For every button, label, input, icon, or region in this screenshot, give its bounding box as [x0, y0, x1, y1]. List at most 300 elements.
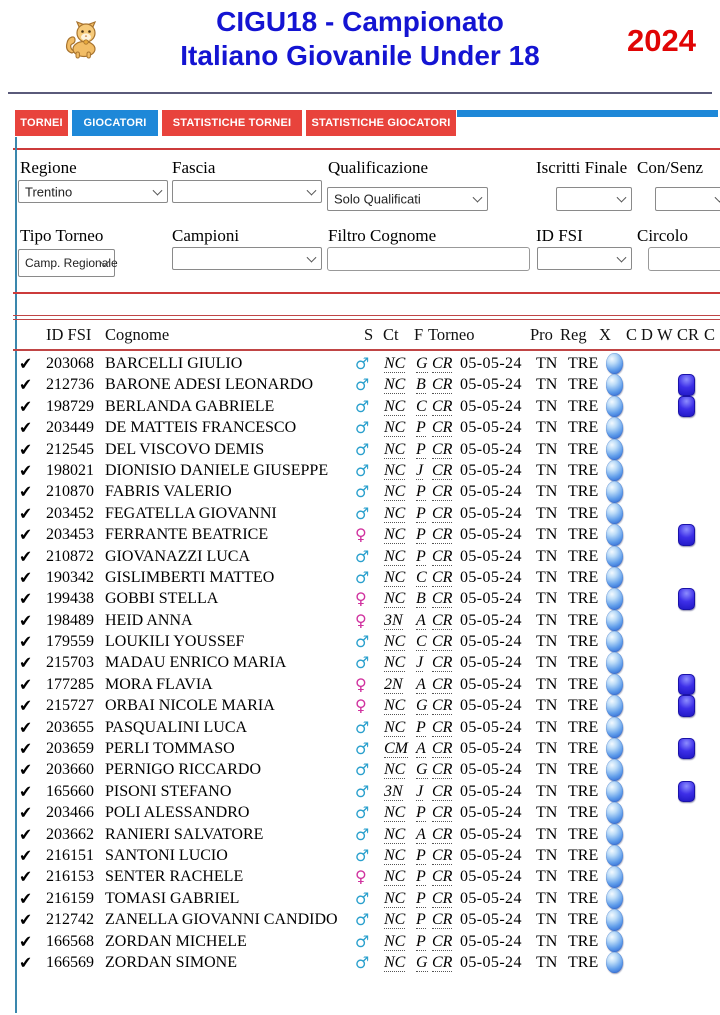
- torneo-type-link[interactable]: CR: [432, 568, 453, 586]
- torneo-type-link[interactable]: CR: [432, 675, 453, 693]
- tipo-torneo-select-value: Camp. Regionale: [25, 256, 118, 270]
- table-row: [0, 588, 720, 609]
- col-w: W: [657, 325, 673, 344]
- torneo-type-link[interactable]: CR: [432, 590, 453, 608]
- band-link[interactable]: P: [416, 504, 426, 522]
- check-icon: ✔: [18, 396, 34, 417]
- category-link[interactable]: NC: [384, 461, 406, 479]
- regione-code: TRE: [568, 568, 599, 586]
- provincia: TN: [536, 718, 558, 736]
- campioni-select[interactable]: [172, 247, 322, 270]
- blue-ball-icon[interactable]: [606, 374, 623, 395]
- con-senz-label: Con/Senz: [637, 158, 704, 177]
- torneo-date: 05-05-24: [460, 782, 522, 800]
- category-link[interactable]: 3N: [384, 611, 403, 629]
- regione-code: TRE: [568, 440, 599, 458]
- blue-ball-icon[interactable]: [606, 460, 623, 481]
- chevron-down-icon: [307, 185, 317, 195]
- player-name: PISONI STEFANO: [105, 782, 232, 800]
- torneo-type-link[interactable]: CR: [432, 611, 453, 629]
- table-row: [0, 931, 720, 952]
- band-link[interactable]: G: [416, 761, 428, 779]
- torneo-date: 05-05-24: [460, 654, 522, 672]
- category-link[interactable]: NC: [384, 547, 406, 565]
- regione-code: TRE: [568, 804, 599, 822]
- torneo-date: 05-05-24: [460, 397, 522, 415]
- check-icon: ✔: [18, 503, 34, 524]
- sex-icon: ♂: [355, 396, 370, 416]
- band-link[interactable]: P: [416, 526, 426, 544]
- blue-ball-icon[interactable]: [606, 717, 623, 738]
- torneo-type-link[interactable]: CR: [432, 782, 453, 800]
- table-row: [0, 546, 720, 567]
- blue-ball-icon[interactable]: [606, 759, 623, 780]
- regione-code: TRE: [568, 740, 599, 758]
- category-link[interactable]: NC: [384, 761, 406, 779]
- player-name: TOMASI GABRIEL: [105, 889, 240, 907]
- torneo-type-link[interactable]: CR: [432, 761, 453, 779]
- torneo-date: 05-05-24: [460, 419, 522, 437]
- check-icon: ✔: [18, 674, 34, 695]
- category-link[interactable]: CM: [384, 740, 408, 758]
- check-icon: ✔: [18, 567, 34, 588]
- sex-icon: ♂: [355, 760, 370, 780]
- provincia: TN: [536, 761, 558, 779]
- band-link[interactable]: A: [416, 740, 426, 758]
- provincia: TN: [536, 675, 558, 693]
- torneo-type-link[interactable]: CR: [432, 355, 453, 372]
- regione-code: TRE: [568, 526, 599, 544]
- category-link[interactable]: 3N: [384, 782, 403, 800]
- tab-tornei[interactable]: TORNEI: [15, 110, 68, 136]
- blue-square-icon[interactable]: [678, 524, 695, 545]
- provincia: TN: [536, 419, 558, 437]
- table-row: [0, 845, 720, 866]
- blue-ball-icon[interactable]: [606, 866, 623, 887]
- torneo-date: 05-05-24: [460, 568, 522, 586]
- player-id: 198729: [46, 397, 94, 415]
- player-id: 203449: [46, 419, 94, 437]
- player-id: 210870: [46, 483, 94, 501]
- col-cognome: Cognome: [105, 325, 170, 344]
- provincia: TN: [536, 440, 558, 458]
- blue-square-icon[interactable]: [678, 781, 695, 802]
- table-row: [0, 610, 720, 631]
- torneo-date: 05-05-24: [460, 868, 522, 886]
- blue-ball-icon[interactable]: [606, 567, 623, 588]
- player-id: 203466: [46, 804, 94, 822]
- provincia: TN: [536, 376, 558, 394]
- regione-code: TRE: [568, 782, 599, 800]
- player-name: ZANELLA GIOVANNI CANDIDO: [105, 911, 338, 929]
- blue-ball-icon[interactable]: [606, 524, 623, 545]
- table-row: [0, 396, 720, 417]
- player-id: 203452: [46, 504, 94, 522]
- band-link[interactable]: P: [416, 419, 426, 437]
- provincia: TN: [536, 633, 558, 651]
- col-s: S: [364, 325, 374, 344]
- campioni-label: Campioni: [172, 226, 240, 245]
- col-reg: Reg: [560, 325, 587, 344]
- provincia: TN: [536, 953, 558, 971]
- torneo-type-link[interactable]: CR: [432, 846, 453, 864]
- torneo-type-link[interactable]: CR: [432, 911, 453, 929]
- chevron-down-icon: [617, 252, 627, 262]
- category-link[interactable]: NC: [384, 718, 406, 736]
- player-id: 203662: [46, 825, 94, 843]
- band-link[interactable]: G: [416, 697, 428, 715]
- player-name: SANTONI LUCIO: [105, 846, 228, 864]
- blue-square-icon[interactable]: [678, 396, 695, 417]
- id-fsi-select[interactable]: [537, 247, 632, 270]
- blue-ball-icon[interactable]: [606, 674, 623, 695]
- torneo-date: 05-05-24: [460, 953, 522, 971]
- check-icon: ✔: [18, 888, 34, 909]
- blue-square-icon[interactable]: [678, 674, 695, 695]
- band-link[interactable]: P: [416, 889, 426, 907]
- torneo-type-link[interactable]: CR: [432, 804, 453, 822]
- con-senz-select[interactable]: [655, 187, 720, 211]
- regione-code: TRE: [568, 825, 599, 843]
- sex-icon: ♂: [355, 910, 370, 930]
- torneo-type-link[interactable]: CR: [432, 633, 453, 651]
- provincia: TN: [536, 697, 558, 715]
- regione-code: TRE: [568, 718, 599, 736]
- page-title-line1: CIGU18 - Campionato: [216, 6, 504, 37]
- blue-ball-icon[interactable]: [606, 931, 623, 952]
- torneo-date: 05-05-24: [460, 846, 522, 864]
- player-name: ZORDAN SIMONE: [105, 953, 237, 971]
- player-name: PERLI TOMMASO: [105, 740, 235, 758]
- col-torneo: Torneo: [428, 325, 475, 344]
- table-rows: [0, 353, 720, 973]
- tabs-divider: [13, 148, 720, 150]
- player-name: LOUKILI YOUSSEF: [105, 633, 245, 651]
- category-link[interactable]: NC: [384, 846, 406, 864]
- player-id: 216151: [46, 846, 94, 864]
- regione-code: TRE: [568, 889, 599, 907]
- check-icon: ✔: [18, 417, 34, 438]
- provincia: TN: [536, 654, 558, 672]
- col-cr: CR: [677, 325, 700, 344]
- band-link[interactable]: P: [416, 718, 426, 736]
- sex-icon: ♂: [355, 546, 370, 566]
- torneo-date: 05-05-24: [460, 932, 522, 950]
- regione-code: TRE: [568, 868, 599, 886]
- torneo-type-link[interactable]: CR: [432, 483, 453, 501]
- provincia: TN: [536, 740, 558, 758]
- player-id: 203655: [46, 718, 94, 736]
- provincia: TN: [536, 355, 558, 372]
- sex-icon: ♂: [355, 439, 370, 459]
- chevron-down-icon: [715, 193, 720, 203]
- player-id: 198021: [46, 461, 94, 479]
- blue-ball-icon[interactable]: [606, 652, 623, 673]
- blue-ball-icon[interactable]: [606, 802, 623, 823]
- sex-icon: ♀: [355, 696, 367, 716]
- blue-ball-icon[interactable]: [606, 503, 623, 524]
- check-icon: ✔: [18, 546, 34, 566]
- blue-ball-icon[interactable]: [606, 952, 623, 973]
- check-icon: ✔: [18, 845, 34, 866]
- band-link[interactable]: B: [416, 590, 426, 608]
- blue-square-icon[interactable]: [678, 374, 695, 395]
- torneo-date: 05-05-24: [460, 761, 522, 779]
- provincia: TN: [536, 504, 558, 522]
- blue-square-icon[interactable]: [678, 738, 695, 759]
- regione-code: TRE: [568, 697, 599, 715]
- blue-ball-icon[interactable]: [606, 631, 623, 652]
- provincia: TN: [536, 846, 558, 864]
- band-link[interactable]: C: [416, 633, 427, 651]
- check-icon: ✔: [18, 588, 34, 609]
- filtro-cognome-input[interactable]: [327, 247, 530, 271]
- table-row: [0, 824, 720, 845]
- band-link[interactable]: C: [416, 568, 427, 586]
- table-row: [0, 695, 720, 716]
- col-id-fsi: ID FSI: [46, 325, 92, 344]
- sex-icon: ♀: [355, 867, 367, 887]
- provincia: TN: [536, 804, 558, 822]
- torneo-type-link[interactable]: CR: [432, 825, 453, 843]
- provincia: TN: [536, 889, 558, 907]
- col-ct: Ct: [383, 325, 399, 344]
- torneo-type-link[interactable]: CR: [432, 718, 453, 736]
- category-link[interactable]: NC: [384, 825, 406, 843]
- player-id: 212736: [46, 376, 94, 394]
- sex-icon: ♀: [355, 674, 367, 694]
- player-id: 198489: [46, 611, 94, 629]
- torneo-type-link[interactable]: CR: [432, 419, 453, 437]
- torneo-type-link[interactable]: CR: [432, 697, 453, 715]
- check-icon: ✔: [18, 524, 34, 545]
- chevron-down-icon: [153, 185, 163, 195]
- torneo-date: 05-05-24: [460, 461, 522, 479]
- player-name: GISLIMBERTI MATTEO: [105, 568, 275, 586]
- tipo-torneo-label: Tipo Torneo: [20, 226, 104, 245]
- torneo-type-link[interactable]: CR: [432, 654, 453, 672]
- sex-icon: ♀: [355, 525, 367, 545]
- table-row: [0, 909, 720, 930]
- iscritti-finale-select[interactable]: [556, 187, 632, 211]
- blue-ball-icon[interactable]: [606, 417, 623, 438]
- band-link[interactable]: P: [416, 483, 426, 501]
- category-link[interactable]: NC: [384, 419, 406, 437]
- qualificazione-label: Qualificazione: [328, 158, 429, 177]
- category-link[interactable]: NC: [384, 590, 406, 608]
- torneo-date: 05-05-24: [460, 440, 522, 458]
- table-row: [0, 717, 720, 738]
- tipo-torneo-select[interactable]: [18, 249, 118, 277]
- table-row: [0, 738, 720, 759]
- check-icon: ✔: [18, 738, 34, 759]
- page-title-line2: Italiano Giovanile Under 18: [180, 40, 540, 71]
- check-icon: ✔: [18, 439, 34, 460]
- regione-code: TRE: [568, 633, 599, 651]
- regione-code: TRE: [568, 504, 599, 522]
- category-link[interactable]: NC: [384, 654, 406, 672]
- regione-code: TRE: [568, 675, 599, 693]
- category-link[interactable]: NC: [384, 953, 406, 971]
- torneo-type-link[interactable]: CR: [432, 526, 453, 544]
- blue-ball-icon[interactable]: [606, 888, 623, 909]
- torneo-type-link[interactable]: CR: [432, 397, 453, 415]
- player-name: ORBAI NICOLE MARIA: [105, 697, 275, 715]
- col-c: C: [626, 325, 638, 344]
- torneo-type-link[interactable]: CR: [432, 376, 453, 394]
- torneo-type-link[interactable]: CR: [432, 504, 453, 522]
- col-pro: Pro: [530, 325, 553, 344]
- player-id: 203659: [46, 740, 94, 758]
- player-name: BARONE ADESI LEONARDO: [105, 376, 313, 394]
- band-link[interactable]: P: [416, 547, 426, 565]
- regione-code: TRE: [568, 911, 599, 929]
- player-id: 177285: [46, 675, 94, 693]
- check-icon: ✔: [18, 460, 34, 481]
- category-link[interactable]: NC: [384, 932, 406, 950]
- blue-ball-icon[interactable]: [606, 781, 623, 802]
- category-link[interactable]: NC: [384, 889, 406, 907]
- regione-code: TRE: [568, 846, 599, 864]
- player-name: PERNIGO RICCARDO: [105, 761, 262, 779]
- blue-ball-icon[interactable]: [606, 824, 623, 845]
- sex-icon: ♂: [355, 482, 370, 502]
- blue-ball-icon[interactable]: [606, 546, 623, 567]
- regione-code: TRE: [568, 611, 599, 629]
- sex-icon: ♂: [355, 653, 370, 673]
- torneo-type-link[interactable]: CR: [432, 868, 453, 886]
- sex-icon: ♂: [355, 717, 370, 737]
- tab-statistiche-tornei[interactable]: STATISTICHE TORNEI: [162, 110, 302, 136]
- torneo-type-link[interactable]: CR: [432, 932, 453, 950]
- player-name: POLI ALESSANDRO: [105, 804, 250, 822]
- category-link[interactable]: NC: [384, 376, 406, 394]
- category-link[interactable]: NC: [384, 868, 406, 886]
- table-row: [0, 759, 720, 780]
- blue-ball-icon[interactable]: [606, 909, 623, 930]
- circolo-label: Circolo: [637, 226, 688, 245]
- player-name: PASQUALINI LUCA: [105, 718, 248, 736]
- check-icon: ✔: [18, 909, 34, 930]
- qualificazione-select[interactable]: [327, 187, 488, 211]
- category-link[interactable]: NC: [384, 355, 406, 372]
- band-link[interactable]: C: [416, 397, 427, 415]
- player-id: 166568: [46, 932, 94, 950]
- provincia: TN: [536, 932, 558, 950]
- blue-ball-icon[interactable]: [606, 439, 623, 460]
- check-icon: ✔: [18, 610, 34, 631]
- torneo-type-link[interactable]: CR: [432, 461, 453, 479]
- player-name: GOBBI STELLA: [105, 590, 219, 608]
- band-link[interactable]: J: [416, 461, 424, 479]
- header-divider: [8, 92, 712, 94]
- blue-square-icon[interactable]: [678, 588, 695, 609]
- blue-square-icon[interactable]: [678, 695, 695, 716]
- torneo-type-link[interactable]: CR: [432, 547, 453, 565]
- category-link[interactable]: NC: [384, 526, 406, 544]
- torneo-type-link[interactable]: CR: [432, 953, 453, 971]
- category-link[interactable]: NC: [384, 568, 406, 586]
- band-link[interactable]: P: [416, 911, 426, 929]
- table-row: [0, 674, 720, 695]
- category-link[interactable]: NC: [384, 633, 406, 651]
- category-link[interactable]: NC: [384, 440, 406, 458]
- table-row: [0, 866, 720, 887]
- blue-ball-icon[interactable]: [606, 353, 623, 374]
- band-link[interactable]: P: [416, 440, 426, 458]
- check-icon: ✔: [18, 759, 34, 780]
- circolo-input[interactable]: [648, 247, 720, 271]
- player-name: ZORDAN MICHELE: [105, 932, 247, 950]
- band-link[interactable]: A: [416, 611, 426, 629]
- check-icon: ✔: [18, 781, 34, 802]
- band-link[interactable]: P: [416, 868, 426, 886]
- sex-icon: ♂: [355, 803, 370, 823]
- torneo-type-link[interactable]: CR: [432, 740, 453, 758]
- torneo-date: 05-05-24: [460, 376, 522, 394]
- band-link[interactable]: P: [416, 804, 426, 822]
- blue-ball-icon[interactable]: [606, 396, 623, 417]
- blue-ball-icon[interactable]: [606, 695, 623, 716]
- sex-icon: ♀: [355, 610, 367, 630]
- torneo-type-link[interactable]: CR: [432, 889, 453, 907]
- band-link[interactable]: G: [416, 355, 428, 372]
- table-row: [0, 439, 720, 460]
- band-link[interactable]: J: [416, 782, 424, 800]
- category-link[interactable]: NC: [384, 911, 406, 929]
- filtro-cognome-label: Filtro Cognome: [328, 226, 437, 245]
- band-link[interactable]: P: [416, 846, 426, 864]
- band-link[interactable]: B: [416, 376, 426, 394]
- category-link[interactable]: NC: [384, 397, 406, 415]
- page-title: [120, 5, 600, 73]
- tab-giocatori[interactable]: GIOCATORI: [72, 110, 158, 136]
- regione-code: TRE: [568, 355, 599, 372]
- year-badge: 2024: [627, 23, 696, 58]
- blue-ball-icon[interactable]: [606, 845, 623, 866]
- regione-select[interactable]: [18, 180, 168, 203]
- band-link[interactable]: A: [416, 675, 426, 693]
- table-top-line2: [13, 319, 720, 320]
- player-name: BERLANDA GABRIELE: [105, 397, 275, 415]
- category-link[interactable]: NC: [384, 697, 406, 715]
- band-link[interactable]: J: [416, 654, 424, 672]
- band-link[interactable]: P: [416, 932, 426, 950]
- player-name: SENTER RACHELE: [105, 868, 244, 886]
- blue-ball-icon[interactable]: [606, 588, 623, 609]
- player-id: 165660: [46, 782, 94, 800]
- regione-code: TRE: [568, 376, 599, 394]
- blue-ball-icon[interactable]: [606, 481, 623, 502]
- blue-ball-icon[interactable]: [606, 610, 623, 631]
- category-link[interactable]: 2N: [384, 675, 403, 693]
- regione-code: TRE: [568, 590, 599, 608]
- torneo-type-link[interactable]: CR: [432, 440, 453, 458]
- band-link[interactable]: G: [416, 953, 428, 971]
- fascia-select[interactable]: [172, 180, 322, 203]
- tab-statistiche-giocatori[interactable]: STATISTICHE GIOCATORI: [306, 110, 456, 136]
- torneo-date: 05-05-24: [460, 633, 522, 651]
- player-name: RANIERI SALVATORE: [105, 825, 264, 843]
- blue-ball-icon[interactable]: [606, 738, 623, 759]
- band-link[interactable]: A: [416, 825, 426, 843]
- category-link[interactable]: NC: [384, 483, 406, 501]
- provincia: TN: [536, 526, 558, 544]
- provincia: TN: [536, 825, 558, 843]
- category-link[interactable]: NC: [384, 504, 406, 522]
- category-link[interactable]: NC: [384, 804, 406, 822]
- sex-icon: ♂: [355, 739, 370, 759]
